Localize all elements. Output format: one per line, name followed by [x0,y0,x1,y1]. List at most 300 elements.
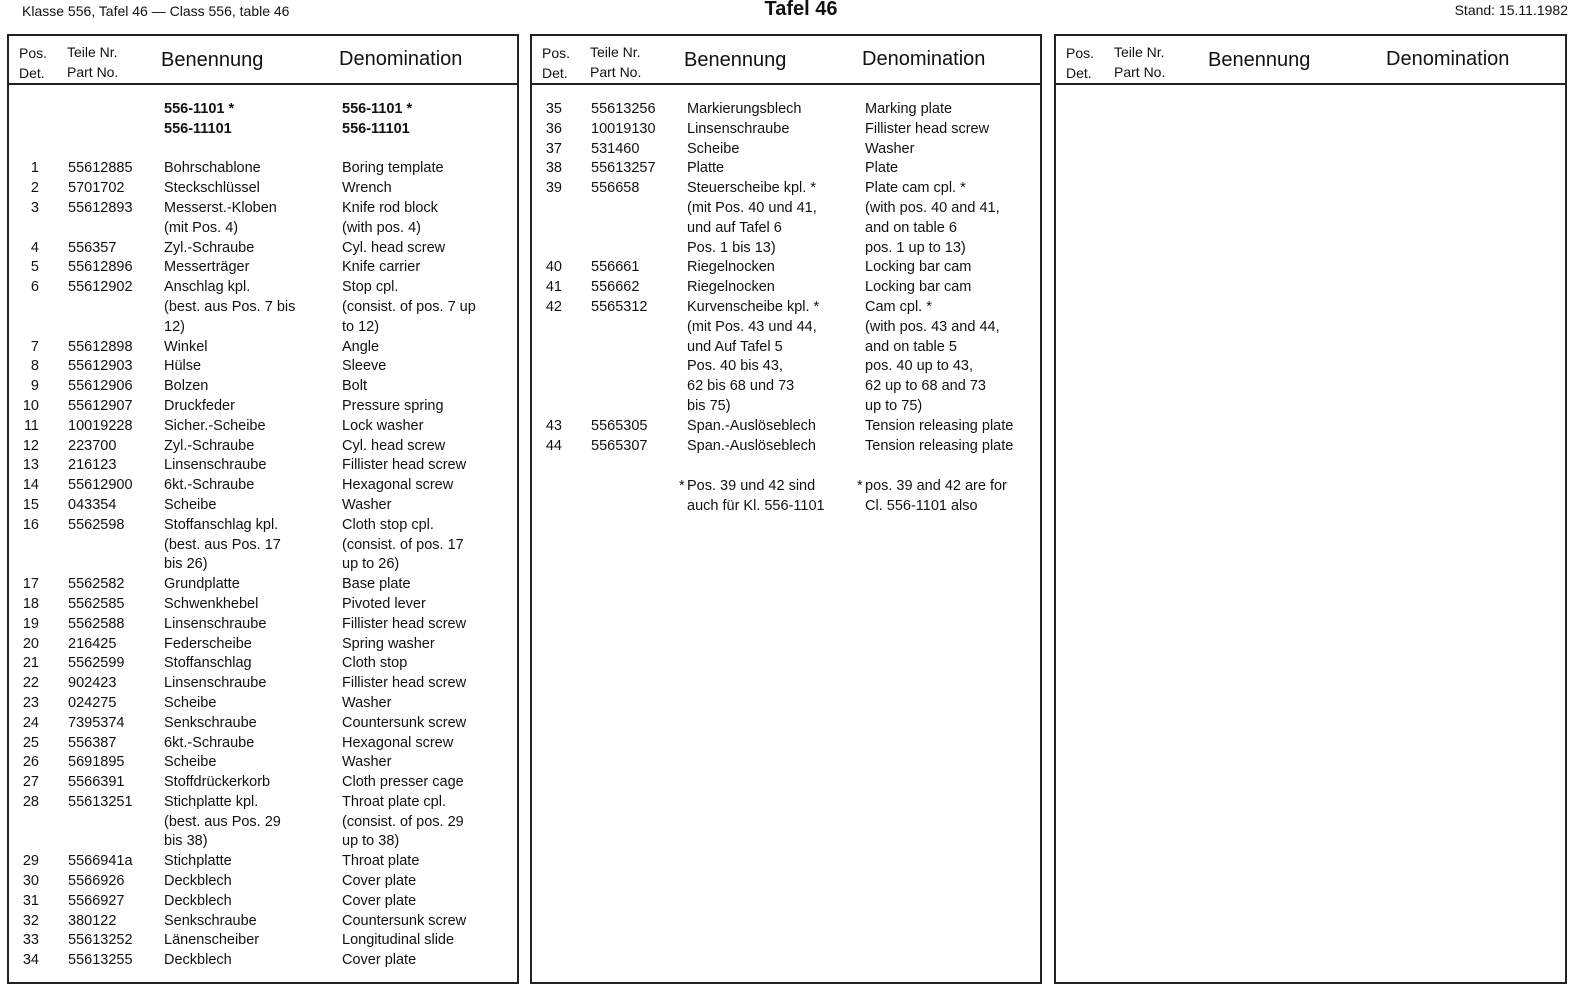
part-number-cell: 55612903 [68,358,133,375]
denomination-cell: Spring washer [342,635,435,652]
benennung-cell: Markierungsblech [687,101,802,117]
table-row [9,140,517,160]
part-number-cell: 5566941a [68,853,133,870]
denomination-header: Denomination [339,48,463,70]
pos-cell: 7 [30,338,39,355]
parts-panel-1 [7,34,519,984]
part-number-cell: 10019228 [68,417,133,434]
table-row [9,872,517,892]
benennung-cell: Zyl.-Schraube [164,437,255,454]
table-row [9,100,517,120]
footnote-den-line1: pos. 39 and 42 are for [865,478,1007,494]
benennung-cell: (mit Pos. 40 und 41, [687,199,817,216]
table-row [9,654,517,674]
pos-cell: 4 [30,239,39,256]
benennung-cell: Schwenkhebel [164,595,259,612]
denomination-cell: Cover plate [342,952,417,969]
denomination-cell: Longitudinal slide [342,932,455,949]
benennung-cell: Scheibe [164,694,217,711]
part-number-cell: 5562582 [68,576,125,593]
pos-cell: 13 [22,457,39,474]
benennung-cell: Linsenschraube [164,615,267,632]
part-number-cell: 556658 [591,180,640,197]
denomination-cell: Throat plate cpl. [342,793,446,810]
parts-list-2 [532,100,1040,476]
part-number-cell: 216123 [68,457,117,474]
part-header [67,42,118,82]
pos-header-line1: Pos. [1066,45,1095,61]
table-row [9,219,517,239]
part-number-cell: 55612898 [68,338,133,355]
parts-list-1 [9,100,517,971]
benennung-cell: Linsenschraube [164,457,267,474]
part-header [590,42,641,82]
denomination-cell: Washer [342,694,392,711]
benennung-cell: Bohrschablone [164,160,261,177]
part-number-cell: 55613252 [68,932,133,949]
footnote-star: * [857,478,863,494]
denomination-cell: Washer [342,754,392,771]
pos-cell: 42 [545,298,562,315]
denomination-cell: Stop cpl. [342,279,399,296]
denomination-cell: 556-11101 [342,120,410,137]
denomination-cell: up to 26) [342,556,400,573]
table-row [9,595,517,615]
table-row [9,852,517,872]
table-row [9,338,517,358]
benennung-cell: bis 38) [164,833,208,850]
part-number-cell: 5566391 [68,774,125,791]
benennung-cell: Senkschraube [164,912,257,929]
table-row [9,773,517,793]
pos-cell: 44 [545,437,562,454]
benennung-cell: 556-11101 [164,120,232,137]
benennung-cell: Pos. 40 bis 43, [687,358,783,375]
table-row [9,832,517,852]
denomination-cell: Knife rod block [342,199,438,216]
benennung-cell: 12) [164,318,185,335]
table-row [9,536,517,556]
denomination-cell: pos. 40 up to 43, [865,358,974,375]
benennung-cell: Riegelnocken [687,259,775,276]
table-row [9,714,517,734]
benennung-cell: Scheibe [164,496,217,513]
pos-cell: 21 [22,655,39,672]
table-row [9,813,517,833]
pos-cell: 17 [22,576,39,593]
denomination-cell: Washer [342,496,392,513]
table-row [532,397,1040,417]
table-row [9,298,517,318]
part-number-cell: 55613256 [591,101,656,117]
table-row [532,258,1040,278]
denomination-cell: Washer [865,140,915,157]
benennung-header: Benennung [161,49,264,71]
table-row [532,456,1040,476]
denomination-cell: Angle [342,338,380,355]
denomination-cell: Fillister head screw [342,457,467,474]
part-number-cell: 5562588 [68,615,125,632]
denomination-cell: Locking bar cam [865,279,972,296]
pos-header [542,43,570,83]
footnote-den-line2: Cl. 556-1101 also [865,497,978,514]
table-row [532,298,1040,318]
benennung-cell: Zyl.-Schraube [164,239,255,256]
benennung-cell: Sicher.-Scheibe [164,417,266,434]
pos-cell: 12 [22,437,39,454]
benennung-cell: Stichplatte kpl. [164,793,259,810]
pos-cell: 1 [30,160,39,177]
parts-panel-2 [530,34,1042,984]
table-row [9,239,517,259]
benennung-header: Benennung [684,49,787,71]
denomination-cell: (with pos. 40 and 41, [865,199,1000,216]
benennung-cell: Steckschlüssel [164,180,260,197]
table-row [9,437,517,457]
part-number-cell: 902423 [68,675,117,692]
pos-cell: 37 [545,140,562,157]
part-header-line1: Teile Nr. [590,44,641,60]
part-number-cell: 380122 [68,912,117,929]
denomination-cell: Cyl. head screw [342,437,446,454]
denomination-cell: Cover plate [342,873,417,890]
denomination-cell: Marking plate [865,101,953,117]
pos-cell: 11 [23,417,39,434]
table-row [9,120,517,140]
table-row [9,377,517,397]
pos-cell: 39 [545,180,562,197]
table-row [9,159,517,179]
benennung-cell: Span.-Auslöseblech [687,437,816,454]
table-row [9,357,517,377]
part-header-line1: Teile Nr. [67,44,118,60]
denomination-cell: Locking bar cam [865,259,972,276]
part-number-cell: 5565307 [591,437,648,454]
part-number-cell: 216425 [68,635,117,652]
denomination-cell: Cyl. head screw [342,239,446,256]
benennung-cell: und Auf Tafel 5 [687,338,783,355]
benennung-cell: (mit Pos. 43 und 44, [687,318,817,335]
part-number-cell: 5565305 [591,417,648,434]
table-row [532,239,1040,259]
benennung-cell: 6kt.-Schraube [164,734,255,751]
pos-cell: 31 [22,892,39,909]
part-number-cell: 5562585 [68,595,125,612]
table-row [532,140,1040,160]
denomination-cell: Lock washer [342,417,424,434]
denomination-cell: Plate [865,160,899,177]
parts-panel-3 [1054,34,1567,984]
table-row [532,377,1040,397]
pos-cell: 40 [545,259,562,276]
pos-header-line2: Det. [542,65,568,81]
denomination-header: Denomination [862,48,986,70]
table-row [532,199,1040,219]
benennung-cell: Stichplatte [164,853,232,870]
denomination-cell: (consist. of pos. 7 up [342,298,476,315]
part-number-cell: 5566926 [68,873,125,890]
table-row [532,278,1040,298]
pos-cell: 24 [22,714,39,731]
pos-cell: 29 [22,853,39,870]
benennung-cell: (best. aus Pos. 17 [164,536,281,553]
denomination-cell: Fillister head screw [865,120,990,137]
table-row [9,753,517,773]
table-row [9,397,517,417]
benennung-cell: 62 bis 68 und 73 [687,378,795,395]
benennung-cell: Messerträger [164,259,250,276]
table-row [9,931,517,951]
part-number-cell: 556357 [68,239,117,256]
pos-cell: 26 [22,754,39,771]
denomination-cell: Cover plate [342,892,417,909]
table-row [9,476,517,496]
footnote-ben-line1: Pos. 39 und 42 sind [687,478,816,494]
denomination-cell: Hexagonal screw [342,734,454,751]
part-number-cell: 5562599 [68,655,125,672]
denomination-cell: Plate cam cpl. * [865,180,966,197]
pos-cell: 14 [22,477,39,494]
pos-cell: 2 [30,180,39,197]
pos-cell: 27 [22,774,39,791]
benennung-cell: Bolzen [164,378,209,395]
table-row [532,219,1040,239]
table-row [9,575,517,595]
denomination-cell: 62 up to 68 and 73 [865,378,986,395]
part-number-cell: 55613255 [68,952,133,969]
pos-cell: 22 [22,675,39,692]
denomination-cell: Fillister head screw [342,615,467,632]
pos-cell: 23 [22,694,39,711]
pos-cell: 34 [22,952,39,969]
denomination-cell: and on table 5 [865,338,957,355]
benennung-cell: Linsenschraube [164,675,267,692]
denomination-cell: Wrench [342,180,392,197]
table-row [9,951,517,971]
footnote-line [532,477,1040,497]
pos-cell: 9 [30,378,39,395]
part-number-cell: 531460 [591,140,640,157]
pos-cell: 20 [22,635,39,652]
part-number-cell: 043354 [68,496,117,513]
part-header-line2: Part No. [67,64,119,80]
benennung-cell: Deckblech [164,892,232,909]
denomination-cell: Cam cpl. * [865,298,932,315]
table-row [9,278,517,298]
table-row [532,318,1040,338]
part-number-cell: 55612900 [68,477,133,494]
denomination-cell: pos. 1 up to 13) [865,239,966,256]
benennung-cell: Deckblech [164,952,232,969]
benennung-cell: Deckblech [164,873,232,890]
pos-header-line2: Det. [1066,65,1092,81]
table-row [532,338,1040,358]
denomination-cell: Countersunk screw [342,912,467,929]
table-row [9,318,517,338]
pos-header-line2: Det. [19,65,45,81]
pos-header-line1: Pos. [542,45,571,61]
table-row [9,892,517,912]
pos-cell: 33 [22,932,39,949]
benennung-cell: Linsenschraube [687,120,790,137]
table-row [9,417,517,437]
table-row [532,417,1040,437]
benennung-cell: Platte [687,160,725,177]
part-header-line2: Part No. [590,64,642,80]
denomination-cell: Cloth stop [342,655,408,672]
part-number-cell: 5701702 [68,180,125,197]
table-row [9,793,517,813]
denomination-header: Denomination [1386,48,1510,70]
benennung-cell: Grundplatte [164,576,240,593]
footnote-ben-line2: auch für Kl. 556-1101 [687,497,825,514]
denomination-cell: (with pos. 4) [342,219,421,236]
part-number-cell: 55612885 [68,160,133,177]
denomination-cell: Knife carrier [342,259,421,276]
denomination-cell: Hexagonal screw [342,477,454,494]
denomination-cell: Tension releasing plate [865,417,1014,434]
pos-cell: 38 [545,160,562,177]
part-number-cell: 55612893 [68,199,133,216]
denomination-cell: Sleeve [342,358,387,375]
denomination-cell: 556-1101 * [342,101,413,117]
benennung-cell: Federscheibe [164,635,252,652]
column-header [532,36,1040,85]
benennung-cell: (best. aus Pos. 29 [164,813,281,830]
benennung-cell: bis 75) [687,397,731,414]
benennung-cell: Senkschraube [164,714,257,731]
pos-cell: 32 [22,912,39,929]
table-row [532,120,1040,140]
denomination-cell: Countersunk screw [342,714,467,731]
part-number-cell: 10019130 [591,120,656,137]
denomination-cell: Fillister head screw [342,675,467,692]
pos-cell: 25 [22,734,39,751]
denomination-cell: Base plate [342,576,411,593]
benennung-cell: Scheibe [164,754,217,771]
table-row [9,912,517,932]
table-row [532,100,1040,120]
pos-header [19,43,47,83]
denomination-cell: Pivoted lever [342,595,426,612]
benennung-cell: Kurvenscheibe kpl. * [687,298,820,315]
pos-header [1066,43,1094,83]
pos-cell: 16 [22,516,39,533]
table-row [9,615,517,635]
footnote-star: * [679,478,685,494]
benennung-cell: Anschlag kpl. [164,279,251,296]
table-row [9,555,517,575]
denomination-cell: Throat plate [342,853,420,870]
benennung-header: Benennung [1208,49,1311,71]
pos-cell: 28 [22,793,39,810]
benennung-cell: (best. aus Pos. 7 bis [164,298,296,315]
footnote [532,477,1040,517]
pos-cell: 41 [545,279,562,296]
denomination-cell: up to 75) [865,397,923,414]
part-number-cell: 5562598 [68,516,125,533]
part-number-cell: 024275 [68,694,117,711]
benennung-cell: Pos. 1 bis 13) [687,239,776,256]
benennung-cell: 556-1101 * [164,101,235,117]
denomination-cell: to 12) [342,318,380,335]
pos-cell: 10 [22,397,39,414]
benennung-cell: Riegelnocken [687,279,775,296]
table-row [9,258,517,278]
part-number-cell: 5691895 [68,754,125,771]
benennung-cell: Hülse [164,358,202,375]
part-number-cell: 55612906 [68,378,133,395]
denomination-cell: Boring template [342,160,444,177]
benennung-cell: Steuerscheibe kpl. * [687,180,816,197]
pos-cell: 19 [22,615,39,632]
benennung-cell: Messerst.-Kloben [164,199,277,216]
pos-cell: 3 [30,199,39,216]
pos-cell: 8 [30,358,39,375]
denomination-cell: Bolt [342,378,367,395]
table-row [9,516,517,536]
benennung-cell: Stoffdrückerkorb [164,774,271,791]
benennung-cell: Stoffanschlag kpl. [164,516,279,533]
part-number-cell: 55612907 [68,397,133,414]
table-row [9,496,517,516]
footnote-line [532,497,1040,517]
revision-date: Stand: 15.11.1982 [1454,2,1568,18]
benennung-cell: Winkel [164,338,208,355]
denomination-cell: (with pos. 43 and 44, [865,318,1000,335]
page-title: Tafel 46 [764,0,838,20]
part-number-cell: 55612896 [68,259,133,276]
denomination-cell: and on table 6 [865,219,957,236]
pos-header-line1: Pos. [19,45,48,61]
part-number-cell: 55613251 [68,793,133,810]
pos-cell: 30 [22,873,39,890]
part-number-cell: 55612902 [68,279,133,296]
part-number-cell: 5565312 [591,298,648,315]
table-row [9,734,517,754]
part-number-cell: 556661 [591,259,640,276]
part-number-cell: 5566927 [68,892,125,909]
benennung-cell: 6kt.-Schraube [164,477,255,494]
part-number-cell: 55613257 [591,160,656,177]
table-row [9,179,517,199]
table-row [532,159,1040,179]
benennung-cell: Stoffanschlag [164,655,252,672]
denomination-cell: Cloth presser cage [342,774,464,791]
benennung-cell: Span.-Auslöseblech [687,417,816,434]
column-header [1056,36,1565,85]
document-class-label: Klasse 556, Tafel 46 — Class 556, table 46 [22,3,290,19]
denomination-cell: Cloth stop cpl. [342,516,434,533]
benennung-cell: bis 26) [164,556,208,573]
denomination-cell: (consist. of pos. 17 [342,536,464,553]
part-header [1114,42,1165,82]
part-header-line2: Part No. [1114,64,1166,80]
benennung-cell: (mit Pos. 4) [164,219,239,236]
table-row [532,357,1040,377]
table-row [9,199,517,219]
part-number-cell: 556662 [591,279,640,296]
denomination-cell: up to 38) [342,833,400,850]
pos-cell: 6 [30,279,39,296]
table-row [9,694,517,714]
benennung-cell: Scheibe [687,140,740,157]
table-row [532,437,1040,457]
part-number-cell: 7395374 [68,714,125,731]
table-row [9,456,517,476]
part-header-line1: Teile Nr. [1114,44,1165,60]
column-header [9,36,517,85]
